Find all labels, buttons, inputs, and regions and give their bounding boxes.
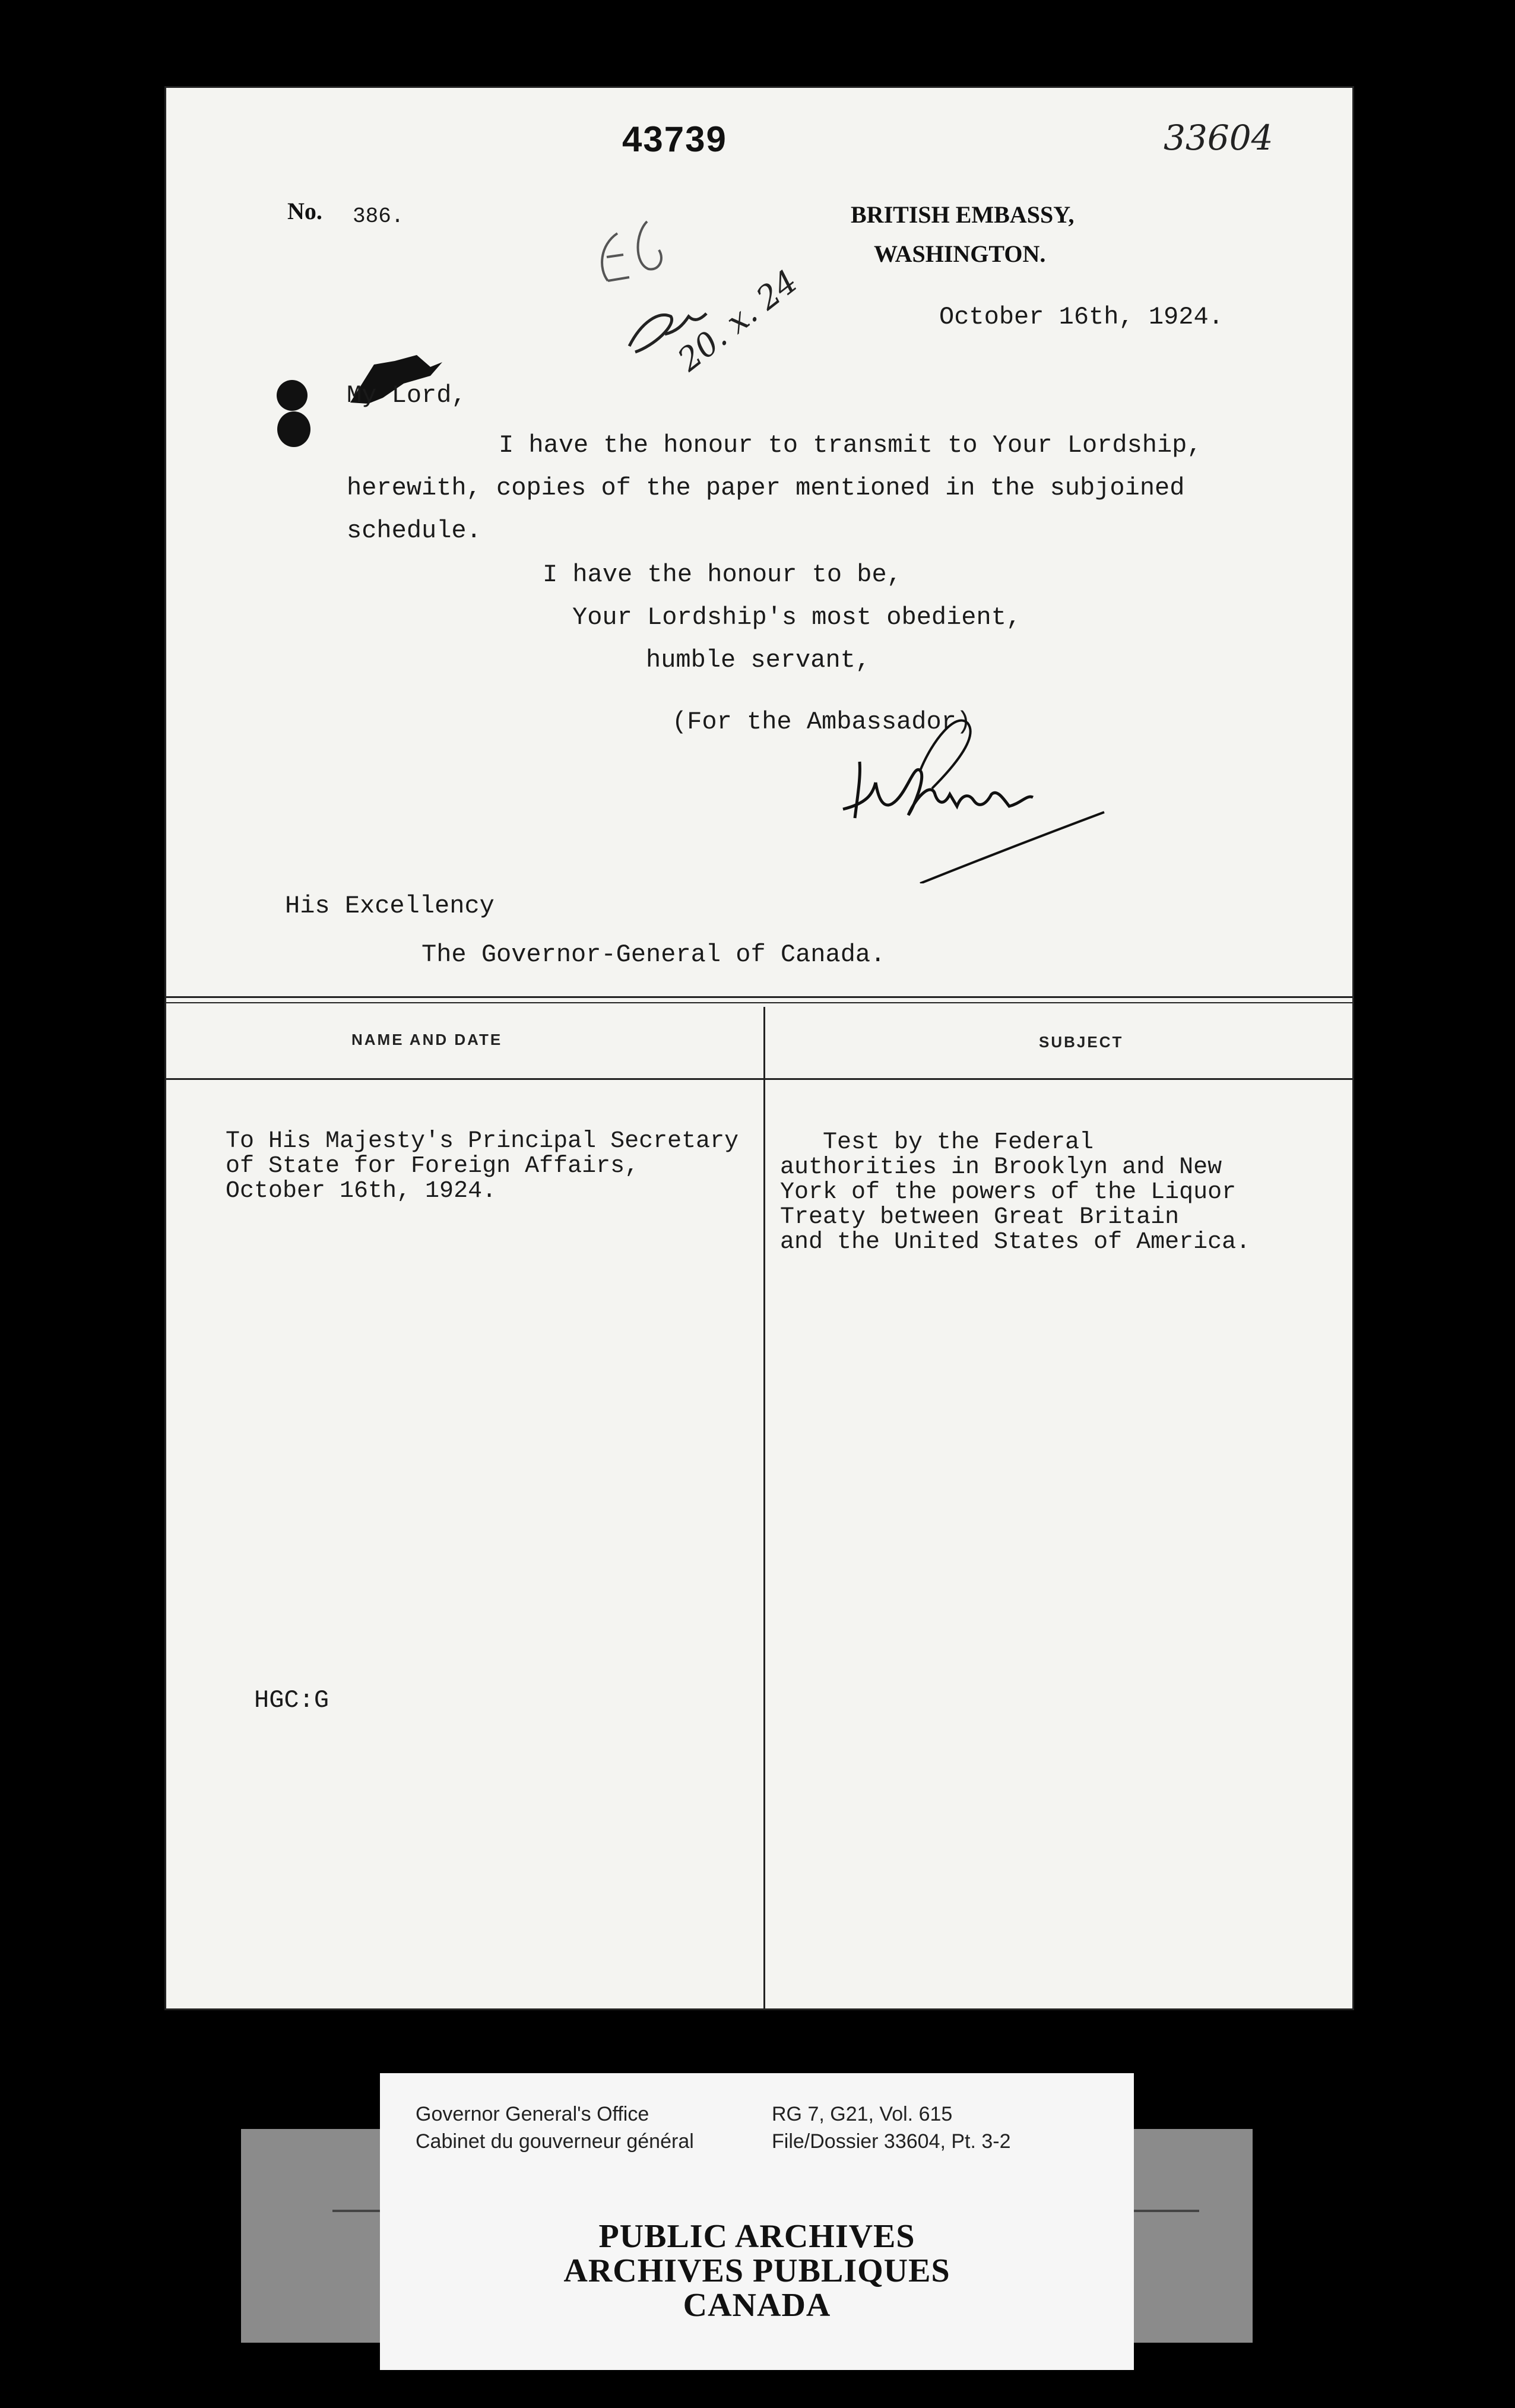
column-header-subject: SUBJECT (1039, 1033, 1124, 1051)
salutation: My Lord, (347, 381, 467, 410)
embassy-name: BRITISH EMBASSY, (851, 201, 1075, 228)
subject-line: York of the powers of the Liquor (780, 1179, 1237, 1206)
handwritten-file-reference: 33604 (1164, 118, 1273, 158)
archives-french: ARCHIVES PUBLIQUES (563, 2252, 950, 2289)
name-date-line: To His Majesty's Principal Secretary (226, 1128, 739, 1155)
name-date-line: of State for Foreign Affairs, (226, 1153, 639, 1180)
number-prefix: No. (287, 198, 322, 224)
subject-line: and the United States of America. (780, 1229, 1251, 1256)
office-french: Cabinet du gouverneur général (416, 2130, 694, 2153)
body-line-1: I have the honour to transmit to Your Lordship, (499, 431, 1202, 460)
embassy-city: WASHINGTON. (874, 240, 1046, 267)
table-header-rule (166, 1078, 1352, 1080)
archives-country: CANADA (683, 2287, 831, 2324)
typist-initials: HGC:G (254, 1686, 329, 1715)
addressee-line-2: The Governor-General of Canada. (421, 940, 886, 969)
table-top-rule-double (166, 1002, 1352, 1003)
archive-label-card (380, 2073, 1134, 2370)
table-top-rule (166, 996, 1352, 998)
subject-cell (780, 1130, 1250, 1255)
subject-line: Test by the Federal (780, 1129, 1094, 1156)
for-ambassador-line: (For the Ambassador) (672, 708, 972, 736)
archives-english: PUBLIC ARCHIVES (598, 2218, 915, 2255)
handwritten-date: 20. x. 24 (671, 262, 805, 379)
letter-sheet (166, 88, 1352, 2008)
file-stamp-number: 43739 (622, 119, 727, 159)
name-date-cell (226, 1129, 739, 1204)
file-dossier: File/Dossier 33604, Pt. 3-2 (772, 2130, 1011, 2153)
record-group: RG 7, G21, Vol. 615 (772, 2103, 953, 2125)
addressee-line-1: His Excellency (285, 892, 495, 920)
public-archives-stamp (380, 2219, 1134, 2323)
column-header-name-date: NAME AND DATE (351, 1031, 503, 1048)
subject-line: Treaty between Great Britain (780, 1204, 1180, 1231)
closing-line-3: humble servant, (646, 646, 871, 674)
letter-date: October 16th, 1924. (939, 303, 1224, 331)
closing-line-1: I have the honour to be, (543, 560, 902, 589)
label-strip-right (1128, 2129, 1253, 2343)
subject-line: authorities in Brooklyn and New (780, 1154, 1222, 1181)
office-english: Governor General's Office (416, 2103, 649, 2125)
body-line-3: schedule. (347, 517, 481, 545)
body-line-2: herewith, copies of the paper mentioned in the subjoined (347, 474, 1185, 502)
ink-blots (261, 266, 570, 456)
closing-line-2: Your Lordship's most obedient, (572, 603, 1022, 632)
signature (831, 705, 1140, 883)
table-column-divider (763, 1007, 765, 2010)
name-date-line: October 16th, 1924. (226, 1178, 497, 1205)
label-strip-left (241, 2129, 389, 2343)
dispatch-number: 386. (353, 204, 404, 229)
